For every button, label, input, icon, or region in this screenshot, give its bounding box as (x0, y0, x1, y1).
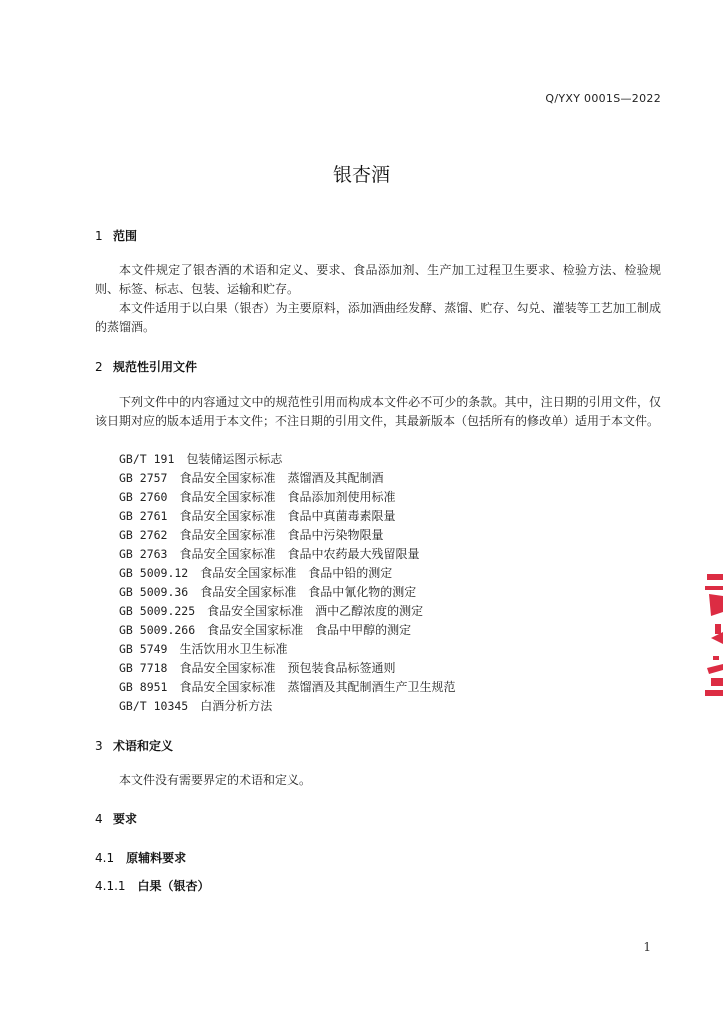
reference-code: GB/T 191 (119, 452, 175, 466)
section-3-heading (95, 737, 173, 754)
reference-item (119, 450, 455, 469)
section-2-heading (95, 358, 197, 375)
reference-title: 食品安全国家标准 食品中真菌毒素限量 (179, 509, 396, 523)
normative-reference-list (119, 450, 455, 716)
reference-title: 食品安全国家标准 酒中乙醇浓度的测定 (207, 604, 424, 618)
reference-title: 白酒分析方法 (200, 699, 273, 713)
reference-code: GB 5009.12 (119, 566, 189, 580)
reference-code: GB/T 10345 (119, 699, 189, 713)
section-1-paragraph-2: 本文件适用于以白果（银杏）为主要原料，添加酒曲经发酵、蒸馏、贮存、勾兑、灌装等工艺加工制成的蒸馏酒。 (95, 301, 661, 334)
section-1-heading (95, 227, 137, 244)
subsection-number: 4.1.1 (95, 879, 126, 893)
reference-title: 食品安全国家标准 食品中农药最大残留限量 (179, 547, 420, 561)
reference-code: GB 2763 (119, 547, 168, 561)
reference-code: GB 7718 (119, 661, 168, 675)
reference-item (119, 697, 455, 716)
red-seal-stamp (701, 572, 723, 702)
reference-code: GB 2757 (119, 471, 168, 485)
reference-item (119, 469, 455, 488)
reference-title: 食品安全国家标准 食品中氰化物的测定 (200, 585, 417, 599)
section-title: 要求 (113, 812, 138, 826)
subsection-4-1-1-heading (95, 877, 210, 894)
reference-title: 食品安全国家标准 蒸馏酒及其配制酒 (179, 471, 384, 485)
reference-item (119, 640, 455, 659)
subsection-number: 4.1 (95, 851, 115, 865)
subsection-title: 白果（银杏） (137, 879, 210, 893)
reference-item (119, 564, 455, 583)
document-code: Q/YXY 0001S—2022 (545, 92, 661, 105)
section-2-paragraph-1: 下列文件中的内容通过文中的规范性引用而构成本文件必不可少的条款。其中，注日期的引用文件，仅该日期对应的版本适用于本文件；不注日期的引用文件，其最新版本（包括所有的修改单）适用于本文件。 (95, 395, 661, 428)
reference-title: 食品安全国家标准 食品中甲醇的测定 (207, 623, 412, 637)
reference-title: 食品安全国家标准 预包装食品标签通则 (179, 661, 396, 675)
reference-code: GB 5009.266 (119, 623, 196, 637)
section-1-paragraph-1: 本文件规定了银杏酒的术语和定义、要求、食品添加剂、生产加工过程卫生要求、检验方法、检验规则、标签、标志、包装、运输和贮存。 (95, 263, 661, 296)
section-number: 3 (95, 739, 103, 753)
reference-title: 食品安全国家标准 食品中铅的测定 (200, 566, 393, 580)
section-number: 1 (95, 229, 103, 243)
section-title: 术语和定义 (113, 739, 174, 753)
reference-title: 食品安全国家标准 蒸馏酒及其配制酒生产卫生规范 (179, 680, 456, 694)
reference-code: GB 2762 (119, 528, 168, 542)
reference-title: 食品安全国家标准 食品添加剂使用标准 (179, 490, 396, 504)
subsection-title: 原辅料要求 (126, 851, 187, 865)
reference-title: 包装储运图示标志 (186, 452, 283, 466)
document-title: 银杏酒 (332, 164, 390, 186)
reference-item (119, 659, 455, 678)
reference-code: GB 2760 (119, 490, 168, 504)
reference-title: 生活饮用水卫生标准 (179, 642, 288, 656)
section-title: 规范性引用文件 (113, 360, 198, 374)
reference-code: GB 2761 (119, 509, 168, 523)
reference-item (119, 583, 455, 602)
reference-item (119, 621, 455, 640)
reference-code: GB 5009.36 (119, 585, 189, 599)
reference-item (119, 488, 455, 507)
reference-title: 食品安全国家标准 食品中污染物限量 (179, 528, 384, 542)
reference-code: GB 5009.225 (119, 604, 196, 618)
reference-code: GB 8951 (119, 680, 168, 694)
page-number: 1 (643, 940, 651, 954)
reference-code: GB 5749 (119, 642, 168, 656)
reference-item (119, 507, 455, 526)
reference-item (119, 678, 455, 697)
section-3-paragraph-1: 本文件没有需要界定的术语和定义。 (119, 773, 312, 787)
section-4-heading (95, 810, 137, 827)
section-number: 2 (95, 360, 103, 374)
section-title: 范围 (113, 229, 138, 243)
section-number: 4 (95, 812, 103, 826)
reference-item (119, 526, 455, 545)
subsection-4-1-heading (95, 849, 186, 866)
reference-item (119, 602, 455, 621)
reference-item (119, 545, 455, 564)
